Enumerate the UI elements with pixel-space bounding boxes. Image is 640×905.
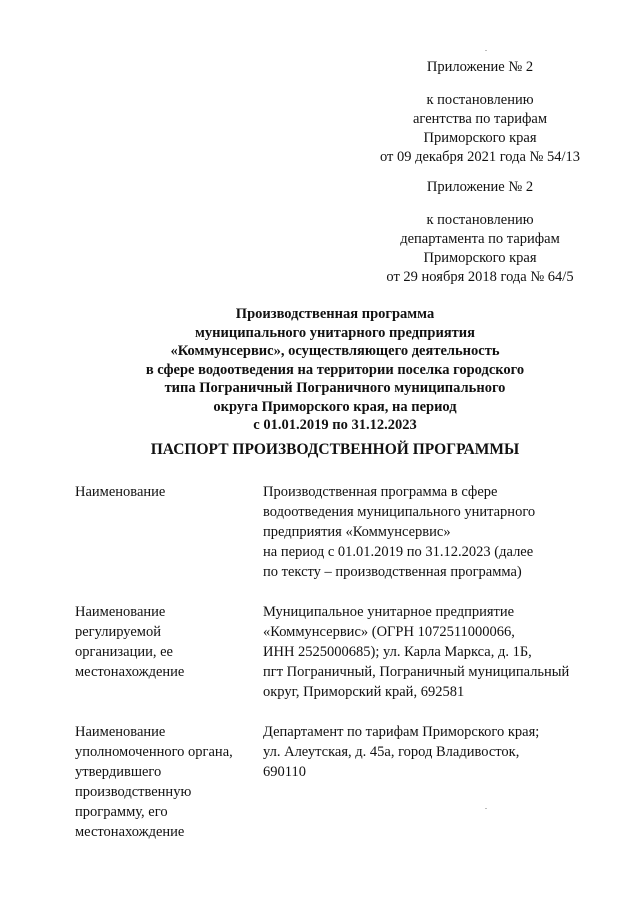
label-line: Наименование bbox=[75, 604, 166, 620]
appendix-line: от 29 ноября 2018 года № 64/5 bbox=[386, 269, 574, 285]
appendix-line: агентства по тарифам bbox=[413, 111, 547, 127]
value-line: пгт Пограничный, Пограничный муниципальный bbox=[263, 664, 570, 680]
heading-line: в сфере водоотведения на территории поселка городского bbox=[145, 361, 525, 378]
heading-line: Производственная программа bbox=[235, 306, 435, 322]
value-line: «Коммунсервис» (ОГРН 1072511000066, bbox=[263, 624, 515, 640]
value-line: ИНН 2525000685); ул. Карла Маркса, д. 1Б, bbox=[263, 644, 532, 660]
appendix-title: Приложение № 2 bbox=[426, 59, 534, 75]
passport-title: ПАСПОРТ ПРОИЗВОДСТВЕННОЙ ПРОГРАММЫ bbox=[150, 441, 520, 458]
label-line: местонахождение bbox=[75, 824, 185, 840]
appendix-line: к постановлению bbox=[426, 92, 534, 108]
value-line: предприятия «Коммунсервис» bbox=[263, 524, 451, 540]
scan-speck bbox=[485, 808, 487, 809]
heading-line: «Коммунсервис», осуществляющего деятельность bbox=[170, 343, 500, 359]
program-heading bbox=[95, 305, 575, 435]
scan-speck bbox=[485, 50, 487, 51]
appendix-block-agency bbox=[375, 58, 585, 167]
label-line: утвердившего bbox=[75, 764, 162, 780]
label-line: регулируемой bbox=[75, 624, 161, 640]
heading-line: с 01.01.2019 по 31.12.2023 bbox=[253, 417, 417, 433]
label-line: уполномоченного органа, bbox=[75, 744, 233, 760]
heading-line: типа Пограничный Пограничного муниципального bbox=[164, 380, 506, 396]
row-value bbox=[263, 482, 598, 582]
value-line: на период с 01.01.2019 по 31.12.2023 (далее bbox=[263, 544, 534, 560]
row-label bbox=[75, 482, 260, 502]
appendix-line: от 09 декабря 2021 года № 54/13 bbox=[379, 149, 581, 165]
value-line: ул. Алеутская, д. 45а, город Владивосток, bbox=[263, 744, 520, 760]
row-label bbox=[75, 722, 260, 842]
label-line: производственную bbox=[75, 784, 192, 800]
label-line: Наименование bbox=[75, 724, 166, 740]
heading-line: округа Приморского края, на период bbox=[213, 398, 457, 415]
appendix-line: к постановлению bbox=[426, 212, 534, 228]
row-label bbox=[75, 602, 260, 682]
value-line: водоотведения муниципального унитарного bbox=[263, 504, 536, 520]
appendix-title: Приложение № 2 bbox=[426, 179, 534, 195]
value-line: Муниципальное унитарное предприятие bbox=[263, 604, 515, 620]
row-value bbox=[263, 602, 598, 702]
value-line: 690110 bbox=[263, 764, 306, 780]
heading-line: муниципального унитарного предприятия bbox=[195, 324, 475, 341]
label-line: местонахождение bbox=[75, 664, 185, 680]
appendix-line: Приморского края bbox=[423, 130, 537, 146]
appendix-line: департамента по тарифам bbox=[400, 231, 560, 247]
value-line: Производственная программа в сфере bbox=[263, 484, 498, 500]
appendix-block-department bbox=[375, 178, 585, 287]
value-line: по тексту – производственная программа) bbox=[263, 564, 522, 580]
value-line: округ, Приморский край, 692581 bbox=[263, 684, 465, 700]
appendix-line: Приморского края bbox=[423, 250, 537, 266]
label-line: программу, его bbox=[75, 804, 168, 820]
value-line: Департамент по тарифам Приморского края; bbox=[263, 724, 540, 740]
label-line: организации, ее bbox=[75, 644, 173, 660]
label-line: Наименование bbox=[75, 484, 166, 500]
row-value bbox=[263, 722, 598, 782]
